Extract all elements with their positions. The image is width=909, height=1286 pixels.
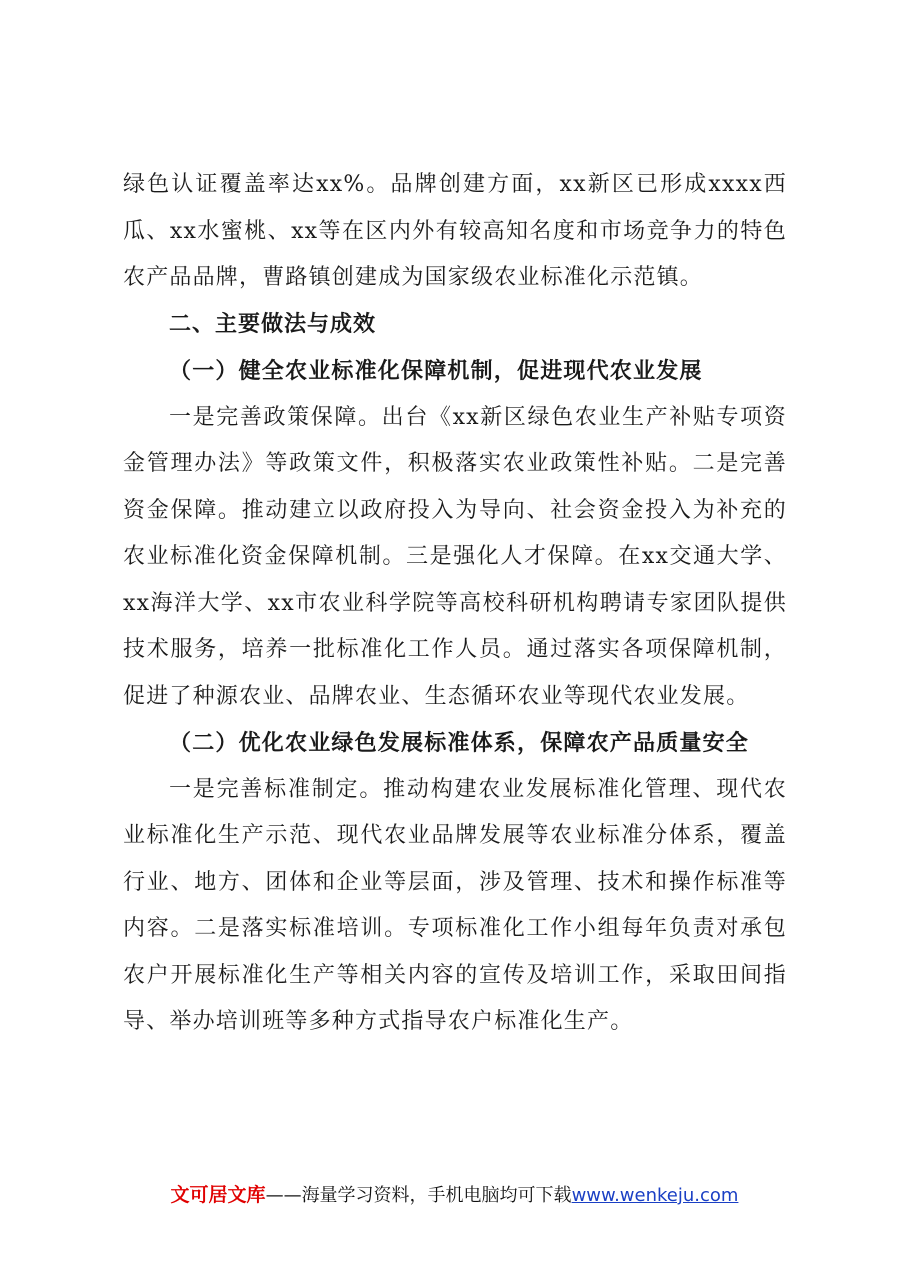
footer-brand: 文可居文库 (170, 1184, 266, 1206)
subsection-heading-2: （二）优化农业绿色发展标准体系，保障农产品质量安全 (169, 730, 750, 756)
subsection-heading-1: （一）健全农业标准化保障机制，促进现代农业发展 (169, 358, 703, 384)
document-body (123, 162, 787, 1046)
section-heading: 二、主要做法与成效 (169, 311, 377, 337)
subsection-body-1: 一是完善政策保障。出台《xx新区绿色农业生产补贴专项资金管理办法》等政策文件，积极落实农业政策性补贴。二是完善资金保障。推动建立以政府投入为导向、社会资金投入为补充的农业标准化资金保障机制。三是强化人才保障。在xx交通大学、xx海洋大学、xx市农业科学院等高校科研机构聘请专家团队提供技术服务，培养一批标准化工作人员。通过落实各项保障机制，促进了种源农业、品牌农业、生态循环农业等现代农业发展。 (123, 404, 787, 709)
footer-link[interactable]: www.wenkeju.com (571, 1185, 739, 1206)
page-footer (0, 1180, 909, 1211)
subsection-body-2: 一是完善标准制定。推动构建农业发展标准化管理、现代农业标准化生产示范、现代农业品牌发展等农业标准分体系，覆盖行业、地方、团体和企业等层面，涉及管理、技术和操作标准等内容。二是落实标准培训。专项标准化工作小组每年负责对承包农户开展标准化生产等相关内容的宣传及培训工作，采取田间指导、举办培训班等多种方式指导农户标准化生产。 (123, 776, 787, 1034)
footer-slogan: ——海量学习资料，手机电脑均可下载 (265, 1185, 572, 1206)
intro-paragraph: 绿色认证覆盖率达xx%。品牌创建方面，xx新区已形成xxxx西瓜、xx水蜜桃、xx等在区内外有较高知名度和市场竞争力的特色农产品品牌，曹路镇创建成为国家级农业标准化示范镇。 (123, 172, 787, 290)
